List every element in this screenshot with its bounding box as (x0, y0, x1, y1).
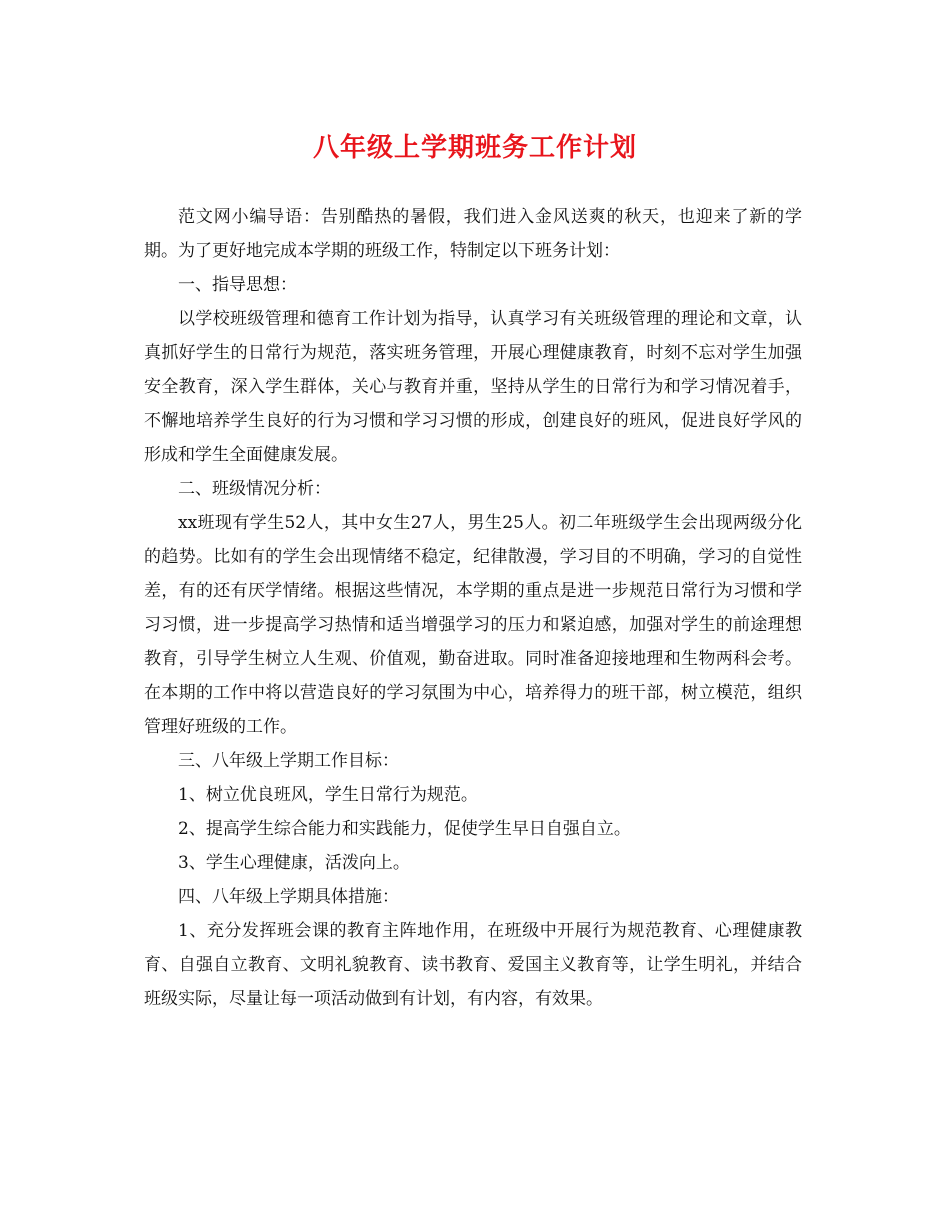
section-heading-class-analysis: 二、班级情况分析： (178, 479, 331, 499)
paragraph-guiding-thought: 以学校班级管理和德育工作计划为指导，认真学习有关班级管理的理论和文章，认真抓好学生的日常行为规范，落实班务管理，开展心理健康教育，时刻不忘对学生加强安全教育，深入学生群体，关心与教育并重，坚持从学生的日常行为和学习情况着手，不懈地培养学生良好的行为习惯和学习习惯的形成，创建良好的班风，促进良好学风的形成和学生全面健康发展。 (144, 309, 802, 465)
section-heading-measures: 四、八年级上学期具体措施： (178, 887, 399, 907)
measure-item-1: 1、充分发挥班会课的教育主阵地作用，在班级中开展行为规范教育、心理健康教育、自强自立教育、文明礼貌教育、读书教育、爱国主义教育等，让学生明礼，并结合班级实际，尽量让每一项活动做到有计划，有内容，有效果。 (144, 921, 802, 1009)
document-title: 八年级上学期班务工作计划 (312, 133, 637, 163)
document-body (144, 200, 802, 1016)
paragraph-intro: 范文网小编导语：告别酷热的暑假，我们进入金风送爽的秋天，也迎来了新的学期。为了更好地完成本学期的班级工作，特制定以下班务计划： (144, 207, 802, 261)
goal-item-1: 1、树立优良班风，学生日常行为规范。 (178, 785, 478, 805)
goal-item-2: 2、提高学生综合能力和实践能力，促使学生早日自强自立。 (178, 819, 631, 839)
section-heading-guiding-thought: 一、指导思想： (178, 275, 297, 295)
goal-item-3: 3、学生心理健康，活泼向上。 (178, 853, 410, 873)
section-heading-goals: 三、八年级上学期工作目标： (178, 751, 399, 771)
paragraph-class-analysis: xx班现有学生52人，其中女生27人，男生25人。初二年班级学生会出现两级分化的趋势。比如有的学生会出现情绪不稳定，纪律散漫，学习目的不明确，学习的自觉性差，有的还有厌学情绪。根据这些情况，本学期的重点是进一步规范日常行为习惯和学习习惯，进一步提高学习热情和适当增强学习的压力和紧迫感，加强对学生的前途理想教育，引导学生树立人生观、价值观，勤奋进取。同时准备迎接地理和生物两科会考。在本期的工作中将以营造良好的学习氛围为中心，培养得力的班干部，树立模范，组织管理好班级的工作。 (144, 513, 802, 737)
